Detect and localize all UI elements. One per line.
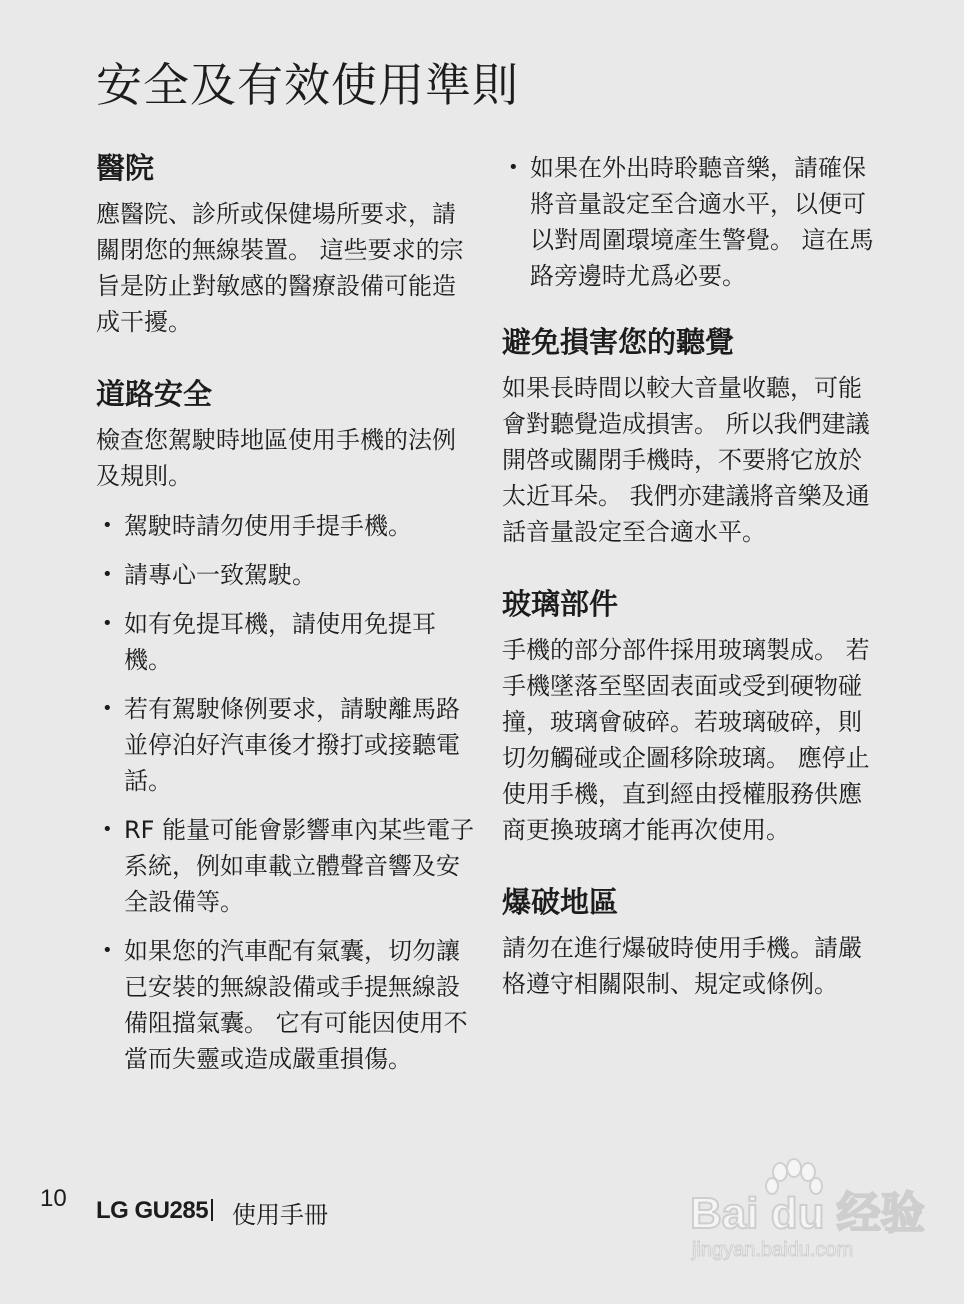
page-footer: [40, 1185, 640, 1235]
left-column: [96, 148, 476, 1090]
list-item: • 如有免提耳機，請使用免提耳機。: [96, 606, 476, 678]
page-title: 安全及有效使用準則: [96, 58, 519, 112]
section-glass-parts: [502, 584, 882, 848]
footer-divider: [211, 1199, 213, 1221]
section-road-safety: [96, 374, 476, 1077]
list-item: • 請專心一致駕駛。: [96, 557, 476, 593]
section-heading: 玻璃部件: [502, 587, 619, 621]
footer-brand: LG GU285: [96, 1197, 209, 1224]
section-blasting-areas: [502, 882, 882, 1002]
baidu-paw-logo-icon: [688, 1158, 928, 1268]
list-item: • 駕駛時請勿使用手提手機。: [96, 508, 476, 544]
list-item: • 若有駕駛條例要求，請駛離馬路並停泊好汽車後才撥打或接聽電話。: [96, 691, 476, 799]
bullet-list: [96, 508, 476, 1077]
section-paragraph: 如果長時間以較大音量收聽，可能會對聽覺造成損害。 所以我們建議開啓或關閉手機時，不要將它放於太近耳朵。 我們亦建議將音樂及通話音量設定至合適水平。: [502, 374, 870, 546]
section-paragraph: 應醫院、診所或保健場所要求，請關閉您的無線裝置。 這些要求的宗旨是防止對敏感的醫療設備可能造成干擾。: [96, 200, 464, 336]
section-heading: 醫院: [96, 151, 155, 185]
right-column: [502, 150, 882, 1002]
page-number: 10: [40, 1185, 67, 1212]
section-hospital: [96, 148, 476, 340]
section-paragraph: 手機的部分部件採用玻璃製成。 若手機墜落至堅固表面或受到硬物碰撞，玻璃會破碎。若玻璃破碎，則切勿觸碰或企圖移除玻璃。 應停止使用手機，直到經由授權服務供應商更換玻璃才能再次使用。: [502, 636, 870, 844]
section-paragraph: 請勿在進行爆破時使用手機。請嚴格遵守相關限制、規定或條例。: [502, 934, 862, 998]
section-heading: 避免損害您的聽覺: [502, 325, 735, 359]
section-hearing: [502, 322, 882, 550]
list-item: • 如果在外出時聆聽音樂，請確保將音量設定至合適水平，以便可以對周圍環境產生警覺。 這在馬路旁邊時尤爲必要。: [502, 150, 882, 294]
list-item: • 如果您的汽車配有氣囊，切勿讓已安裝的無線設備或手提無線設備阻擋氣囊。 它有可能因使用不當而失靈或造成嚴重損傷。: [96, 933, 476, 1077]
baidu-watermark: [688, 1158, 928, 1268]
footer-manual-label: 使用手冊: [232, 1201, 328, 1229]
watermark-url: jingyan.baidu.com: [692, 1239, 854, 1261]
watermark-logo-text: Bai du 经验: [690, 1189, 925, 1238]
section-paragraph: 檢查您駕駛時地區使用手機的法例及規則。: [96, 426, 456, 490]
section-heading: 爆破地區: [502, 885, 619, 919]
section-heading: 道路安全: [96, 377, 213, 411]
bullet-list: [502, 150, 882, 294]
list-item: • RF 能量可能會影響車內某些電子系統，例如車載立體聲音響及安全設備等。: [96, 812, 476, 920]
